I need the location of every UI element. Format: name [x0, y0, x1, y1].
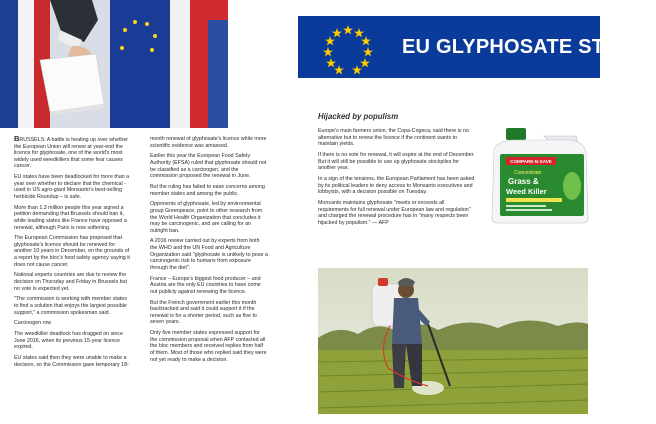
subheading: Carcinogen row [14, 320, 52, 327]
lead-text: RUSSELS: A battle is heating up over whether the European Union will renew at year-end the licence for glyphosate, one of the world's most widely used weedkillers that some fear causes cancer. [14, 137, 129, 170]
article-column-3 [318, 112, 476, 230]
paragraph: A 2016 review carried out by experts from both the WHO and the UN Food and Agriculture Organization said "glyphosate is unlikely to pose a carcinogenic risk to humans from exposure through the diet". [150, 238, 268, 271]
paragraph: The weedkiller deadlock has dragged on since June 2016, when its previous 15-year licence expired. [14, 331, 123, 351]
title-bar [398, 16, 656, 78]
paragraph: National experts countries are due to review the decision on Thursday and Friday in Brussels but no vote is expected yet. [14, 272, 127, 292]
lead-paragraph [14, 136, 132, 170]
eu-stars-icon [298, 16, 398, 78]
paragraph: EU states said then they were unable to make a decision, so the Commission gave temporary 18- [14, 355, 129, 368]
paragraph: If there is no vote for renewal, it will expire at the end of December. But it will still be possible to use up glyphosate stockpiles for another year. [318, 151, 475, 172]
herbicide-bottle-photo [484, 128, 600, 224]
bottle-line-3: Weed Killer [506, 187, 547, 196]
section-heading: Hijacked by populism [318, 112, 399, 121]
farmer-spraying-photo [318, 268, 588, 414]
paragraph: Opponents of glyphosate, led by environmental group Greenpeace, point to other research from the World Health Organization that concludes it may be carcinogenic, and are calling for an outright ban. [150, 201, 263, 234]
page-title: EU GLYPHOSATE STATUS [402, 35, 656, 58]
paragraph: In a sign of the tensions, the European Parliament has been asked by its political leaders to deny access to Monsanto executives and lobbyists, with a decision possible on Tuesday. [318, 175, 475, 196]
article-column-1 [14, 136, 132, 373]
paragraph: More than 1.3 million people this year signed a petition demanding that Brussels should ban it, while leading states like France have opposed a renewal, although Paris is now softening. [14, 204, 127, 231]
bottle-illustration [484, 128, 600, 224]
paragraph: The European Commission has proposed that glyphosate's licence should be renewed for another 10 years in December, on the grounds of a report by the bloc's food safety agency saying it does not cause cancer. [14, 235, 130, 268]
bottle-line-2: Grass & [508, 177, 539, 186]
paragraph: Earlier this year the European Food Safety Authority (EFSA) ruled that glyphosate should not be classified as a carcinogen, and the commission proposed the renewal in June. [150, 153, 267, 180]
bottle-line-1: Concentrate [514, 170, 542, 176]
ballot-photo [0, 0, 228, 128]
paragraph: But the ruling has failed to ease concerns among member states and among the public. [150, 183, 265, 197]
paragraph: But the French government earlier this month backtracked and said it could support it if the renewal is for a shorter period, such as five to seven years. [150, 299, 257, 326]
paragraph: EU states have been deadlocked for more than a year over whether to declare that the chemical - used in US agro-giant Monsanto's best-selling herbicide Roundup – is safe. [14, 174, 130, 200]
bottle-brand: COMPARE-N-SAVE [510, 159, 552, 164]
title-banner [228, 0, 656, 128]
eu-flag [298, 16, 398, 78]
paragraph: Only five member states expressed support for the commission proposal when AFP contacted all the bloc members and received replies from half of them. Most of those who replied said they were not yet ready to make a decision. [150, 330, 267, 363]
farm-illustration [318, 268, 588, 414]
drop-cap: B [14, 134, 20, 143]
paragraph: "The commission is working with member states to find a solution that enjoys the largest possible support," a commission spokesman said. [14, 296, 127, 316]
article-column-2 [150, 136, 268, 367]
paragraph: month renewal of glyphosate's licence while more scientific evidence was amassed. [150, 136, 267, 149]
paragraph: France – Europe's biggest food producer – and Austria are the only EU countries to have come out publicly against renewing the licence. [150, 275, 261, 295]
paragraph: Monsanto maintains glyphosate "meets or exceeds all requirements for full renewal under European law and regulation" and charged the renewal procedure has in "many respects been hijacked by populism." — AFP [318, 199, 471, 226]
ballot-photo-illustration [0, 0, 228, 128]
paragraph: Europe's main farmers union, the Copa-Cogeca, said there is no alternative but to renew the licence if the continent wants to maintain yields. [318, 128, 469, 148]
